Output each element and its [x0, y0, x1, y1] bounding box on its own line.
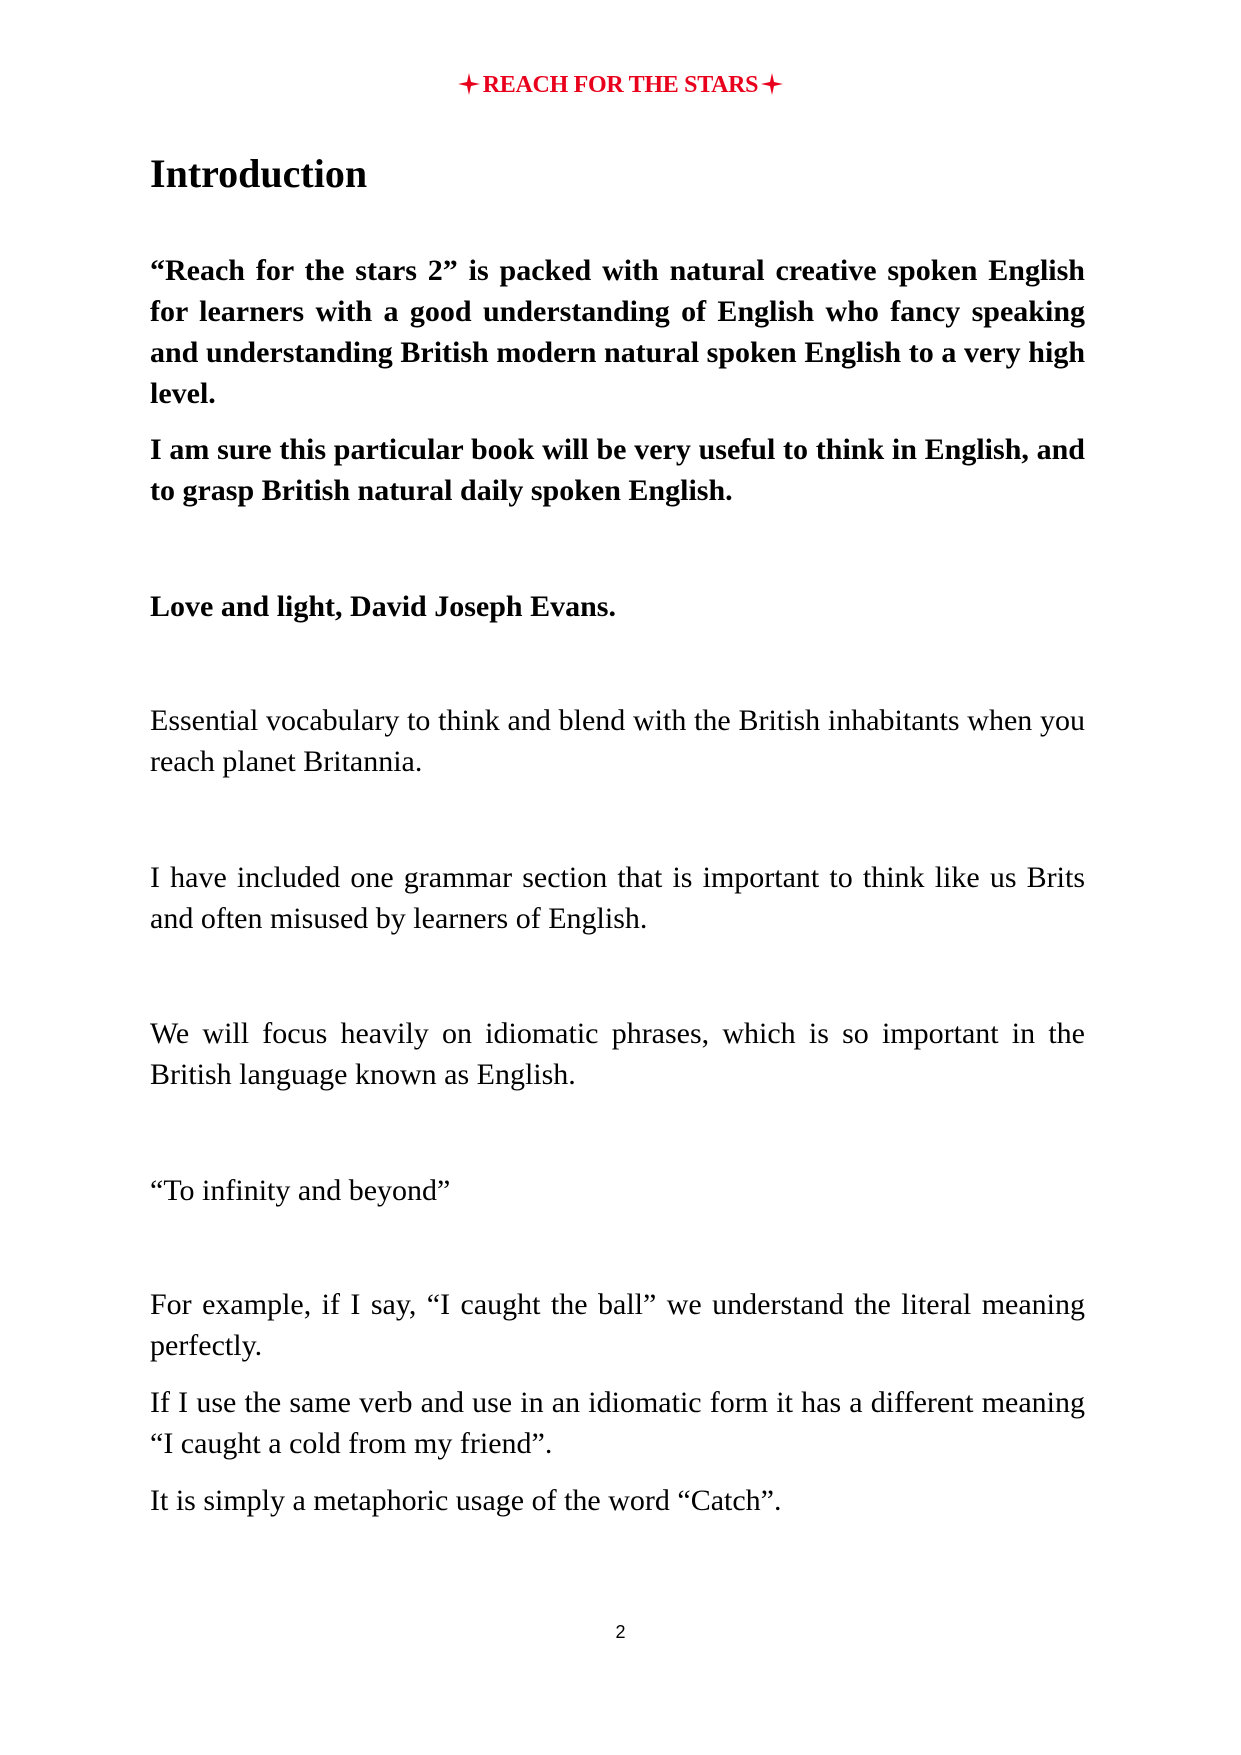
page-number: 2 [615, 1622, 626, 1642]
body-paragraph-vocabulary: Essential vocabulary to think and blend with the British inhabitants when you reach planet Britannia. [150, 704, 1085, 778]
body-paragraph-grammar: I have included one grammar section that is important to think like us Brits and often misused by learners of English. [150, 861, 1085, 935]
intro-paragraph-2: I am sure this particular book will be very useful to think in English, and to grasp British natural daily spoken English. [150, 433, 1085, 507]
signature-line: Love and light, David Joseph Evans. [150, 590, 616, 623]
body-paragraph-example: For example, if I say, “I caught the ball” we understand the literal meaning perfectly. [150, 1288, 1085, 1362]
header-title: REACH FOR THE STARS [482, 72, 759, 98]
intro-paragraph: “Reach for the stars 2” is packed with natural creative spoken English for learners with a good understanding of English who fancy speaking and understanding British modern natural spoken English to a very high level. [150, 254, 1085, 410]
four-point-star-icon [457, 72, 481, 96]
four-point-star-icon [760, 72, 784, 96]
body-paragraph-idioms: We will focus heavily on idiomatic phrases, which is so important in the British language known as English. [150, 1017, 1085, 1091]
running-header [0, 72, 1241, 99]
quote-line: “To infinity and beyond” [150, 1174, 451, 1207]
page-heading: Introduction [150, 151, 368, 196]
body-paragraph-metaphor: It is simply a metaphoric usage of the word “Catch”. [150, 1484, 782, 1517]
body-paragraph-idiomatic-form: If I use the same verb and use in an idiomatic form it has a different meaning “I caught a cold from my friend”. [150, 1386, 1085, 1460]
